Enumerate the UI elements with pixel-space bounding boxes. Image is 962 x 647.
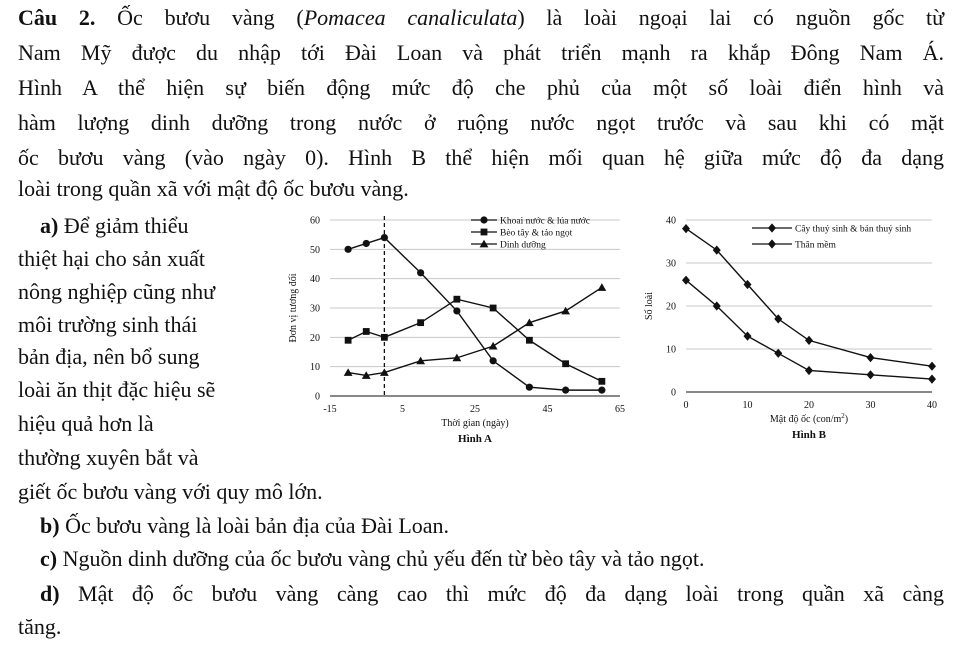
statement-c: c) Nguồn dinh dưỡng của ốc bươu vàng chủ yếu đến từ bèo tây và tảo ngọt. (40, 546, 705, 571)
y-tick-label: 20 (666, 301, 676, 313)
data-point (867, 353, 875, 362)
y-tick-label: 40 (666, 215, 676, 227)
legend-marker (480, 216, 487, 223)
legend-label: Dinh dưỡng (500, 240, 546, 251)
statement-a-line-9: giết ốc bươu vàng với quy mô lớn. (18, 479, 323, 504)
data-point (928, 362, 936, 371)
statement-a-line-3: nông nghiệp cũng như (18, 279, 216, 304)
data-point (363, 328, 370, 335)
data-point (562, 387, 569, 394)
statement-a-line-5: bản địa, nên bổ sung (18, 344, 200, 369)
x-tick-label: 0 (683, 400, 689, 411)
x-tick-label: 45 (542, 404, 553, 415)
y-tick-label: 0 (315, 391, 320, 403)
data-point (417, 269, 424, 276)
data-point (489, 342, 498, 350)
intro-line-1: Câu 2. Ốc bươu vàng (Pomacea canaliculata) là loài ngoại lai có nguồn gốc từ (18, 5, 945, 30)
data-point (867, 370, 875, 379)
intro-line-4: hàm lượng dinh dưỡng trong nước ở ruộng nước ngọt trước và sau khi có mặt (18, 110, 944, 135)
y-tick-label: 30 (666, 258, 676, 270)
x-tick-label: 20 (804, 400, 814, 411)
y-axis-label: Đơn vị tương đối (288, 273, 299, 343)
statement-c-label: c) (40, 546, 58, 571)
data-point (453, 307, 460, 314)
statement-a-line-8: thường xuyên bắt và (18, 445, 199, 470)
data-point (363, 240, 370, 247)
intro-line-2: Nam Mỹ được du nhập tới Đài Loan và phát triển mạnh ra khắp Đông Nam Á. (18, 40, 944, 65)
y-tick-label: 60 (310, 215, 320, 227)
statement-a-line-6: loài ăn thịt đặc hiệu sẽ (18, 377, 216, 402)
legend-label: Bèo tây & tảo ngọt (500, 228, 573, 239)
x-tick-label: 65 (615, 404, 625, 415)
statement-d-line-2: tăng. (18, 614, 62, 639)
y-tick-label: 10 (666, 344, 676, 356)
legend-label: Thân mềm (795, 240, 836, 251)
data-point (562, 360, 569, 367)
data-point (490, 305, 497, 312)
data-point (805, 336, 813, 345)
statement-b-label: b) (40, 513, 60, 538)
intro-line-5: ốc bươu vàng (vào ngày 0). Hình B thể hiện mối quan hệ giữa mức độ đa dạng (18, 145, 944, 170)
x-tick-label: 10 (742, 400, 753, 411)
data-point (490, 357, 497, 364)
data-point (417, 319, 424, 326)
species-name: Pomacea canaliculata (303, 5, 518, 30)
chart-hinh-b (640, 206, 952, 456)
statement-b: b) Ốc bươu vàng là loài bản địa của Đài Loan. (40, 513, 450, 538)
data-point (453, 296, 460, 303)
x-tick-label: -15 (323, 404, 337, 415)
y-tick-label: 0 (671, 387, 676, 399)
data-point (805, 366, 813, 375)
data-point (597, 283, 606, 291)
statement-d: d) Mật độ ốc bươu vàng càng cao thì mức độ đa dạng loài trong quần xã càng (40, 581, 945, 606)
y-tick-label: 50 (310, 244, 320, 256)
data-point (526, 337, 533, 344)
data-point (345, 246, 352, 253)
statement-a-line-1: a) Để giảm thiểu (40, 213, 189, 238)
data-point (928, 375, 936, 384)
legend-marker (768, 239, 776, 248)
y-tick-label: 40 (310, 274, 320, 286)
x-tick-label: 25 (470, 404, 480, 415)
data-point (598, 387, 605, 394)
chart-caption: Hình A (458, 433, 492, 445)
data-point (774, 349, 782, 358)
data-point (598, 378, 605, 385)
y-tick-label: 10 (310, 362, 320, 374)
data-point (682, 224, 690, 233)
data-point (526, 384, 533, 391)
legend-label: Cây thuỷ sinh & bán thuỷ sinh (795, 224, 912, 235)
intro-line-6: loài trong quần xã với mật độ ốc bươu vàng. (18, 176, 409, 201)
x-tick-label: 40 (927, 400, 937, 411)
x-axis-label: Mật độ ốc $(con/m^2)$ (769, 412, 849, 425)
statement-d-label: d) (40, 581, 60, 606)
statement-a-line-4: môi trường sinh thái (18, 312, 198, 337)
data-point (345, 337, 352, 344)
question-label: Câu 2. (18, 5, 96, 30)
y-tick-label: 20 (310, 332, 320, 344)
statement-a-label: a) (40, 213, 59, 238)
chart-hinh-a (288, 206, 640, 456)
y-tick-label: 30 (310, 303, 320, 315)
legend-label: Khoai nước & lúa nước (500, 216, 590, 227)
statement-a-line-7: hiệu quả hơn là (18, 411, 154, 436)
statement-a-line-2: thiệt hại cho sản xuất (18, 246, 205, 271)
legend-marker (768, 223, 776, 232)
data-point (344, 368, 353, 376)
data-point (381, 234, 388, 241)
intro-line-3: Hình A thể hiện sự biến động mức độ che phủ của một số loài điển hình và (18, 75, 944, 100)
series-line-2 (686, 280, 932, 379)
x-axis-label: Thời gian (ngày) (441, 418, 509, 429)
x-tick-label: 5 (400, 404, 405, 415)
chart-caption: Hình B (792, 429, 826, 441)
data-point (381, 334, 388, 341)
y-axis-label: Số loài (644, 291, 655, 321)
x-tick-label: 30 (865, 400, 876, 411)
legend-marker (481, 229, 488, 236)
